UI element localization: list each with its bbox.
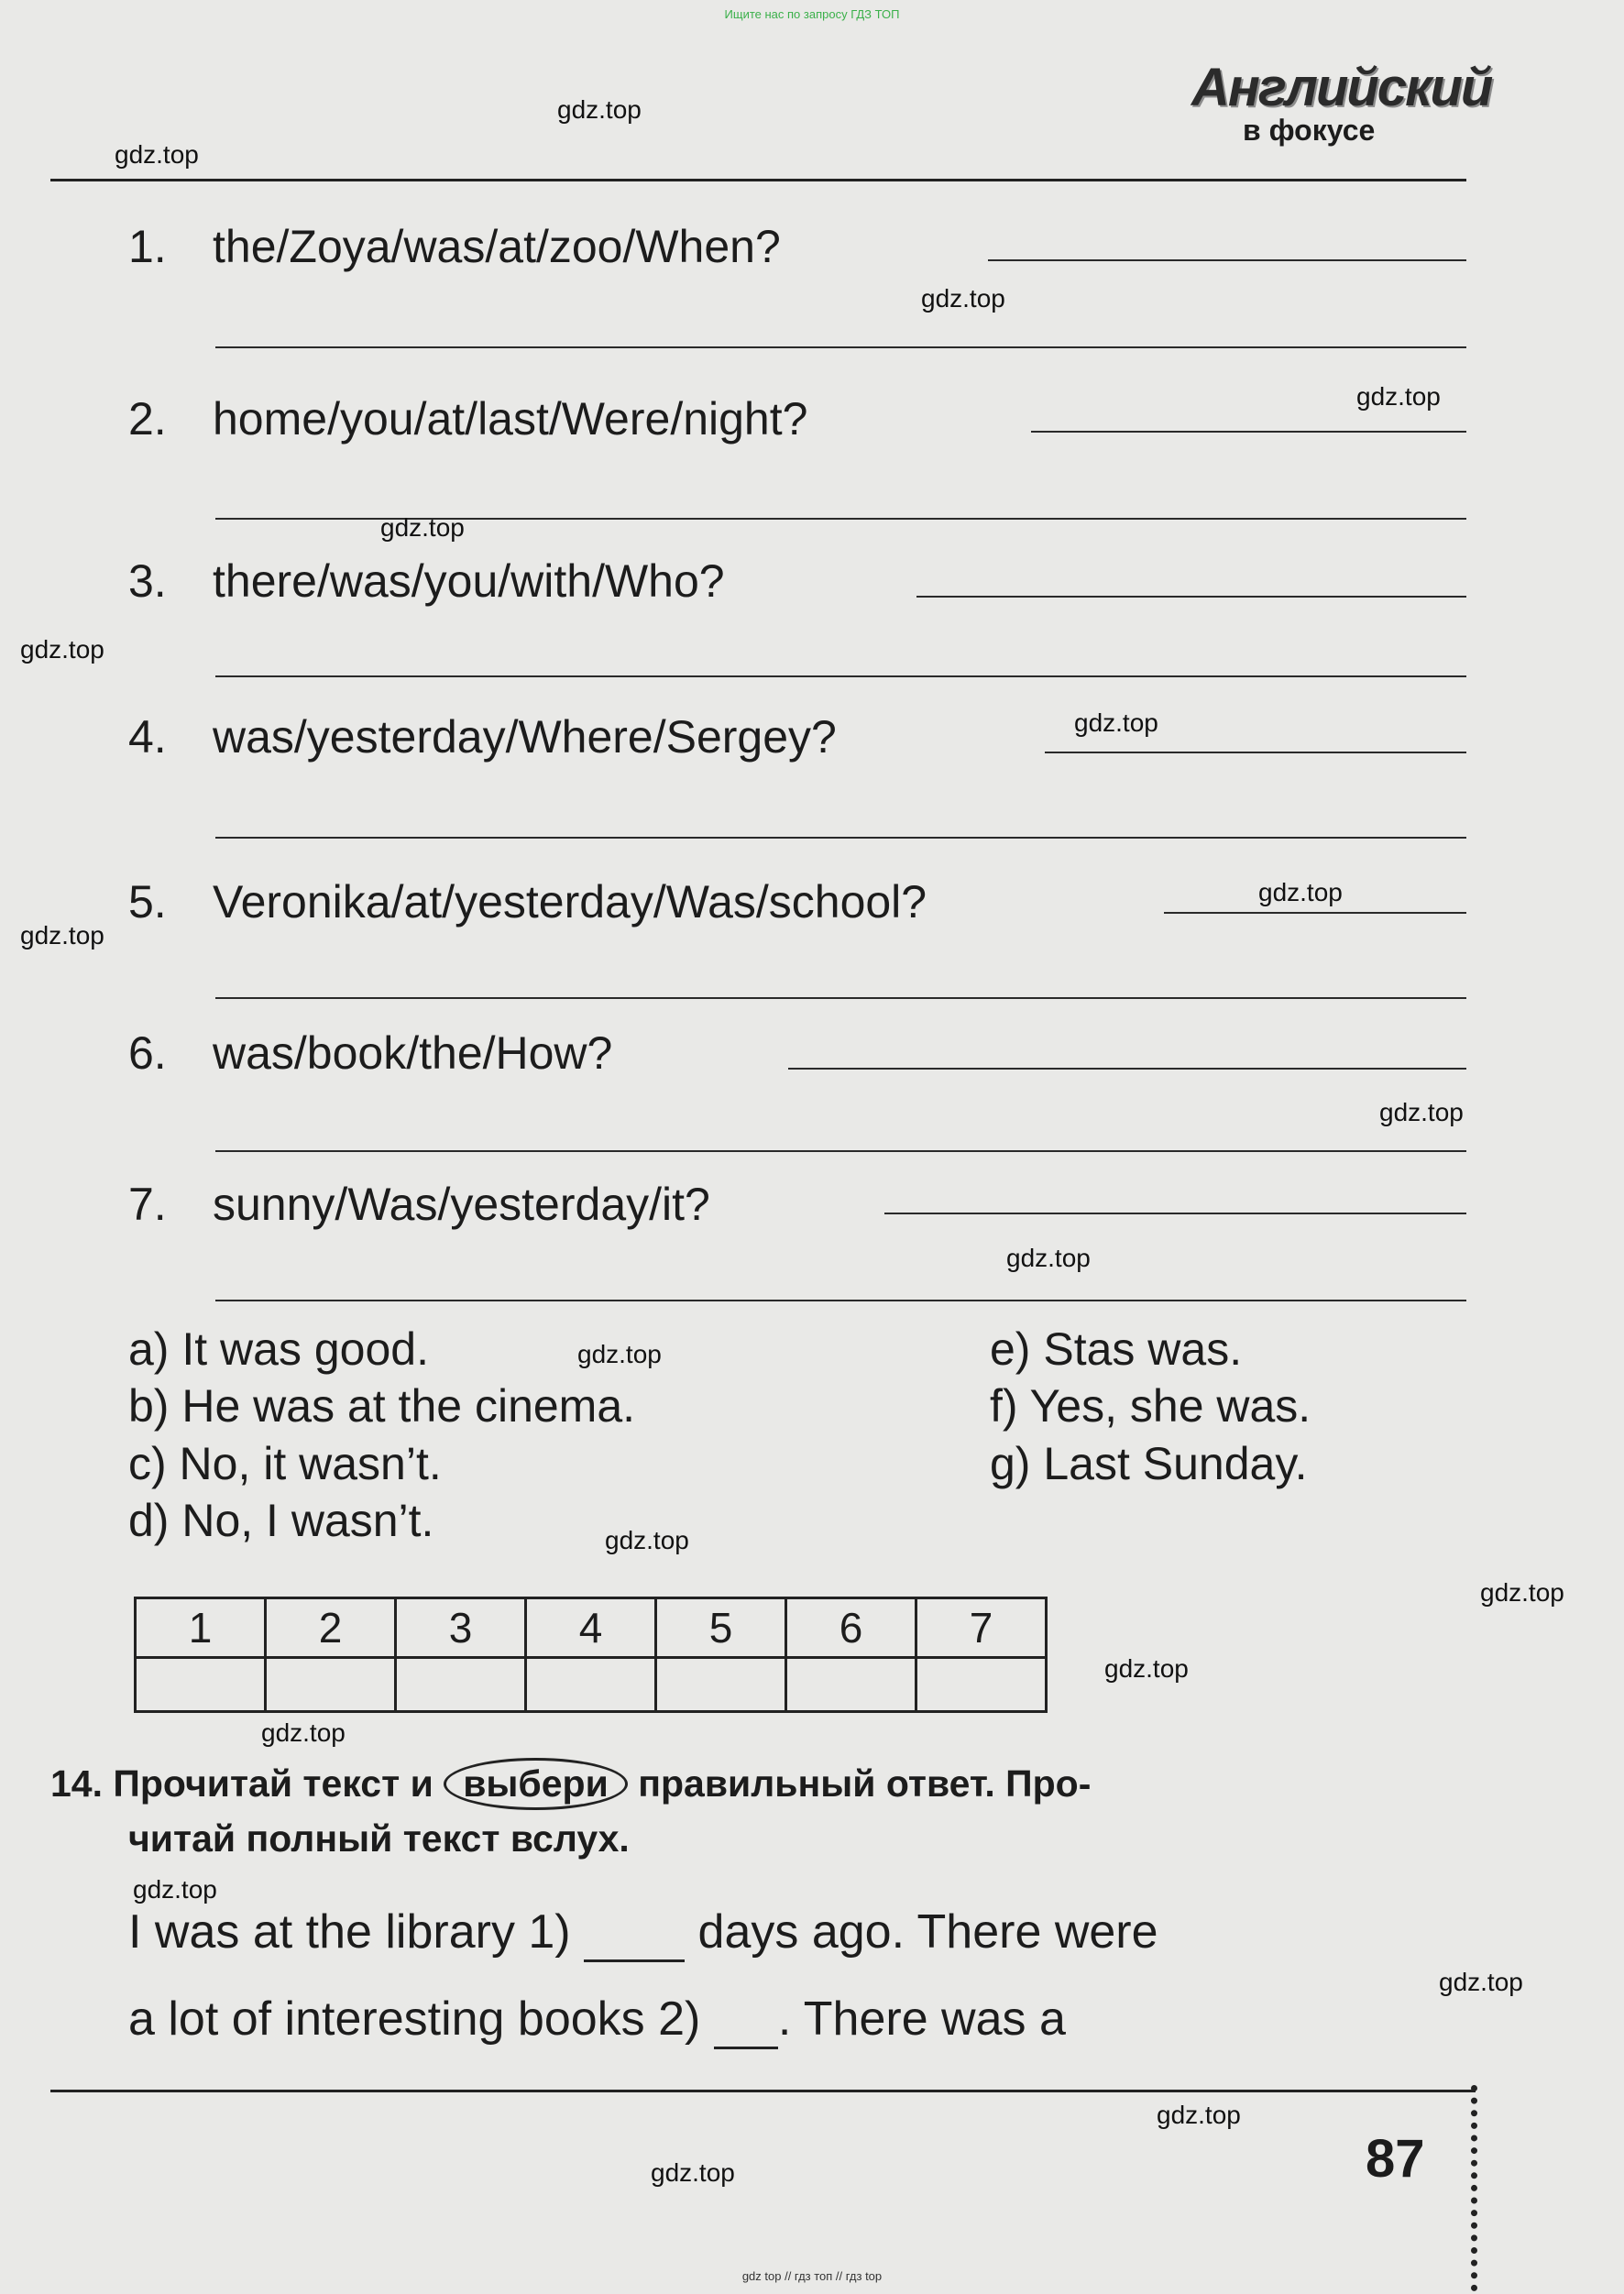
top-banner[interactable]: Ищите нас по запросу ГДЗ ТОП [724,7,900,21]
question-number: 4. [128,711,167,763]
answer-line[interactable] [1031,431,1466,433]
grid-answer-row [136,1658,1047,1712]
task-14-title-line2: читай полный текст вслух. [128,1817,630,1860]
answer-line[interactable] [215,1150,1466,1152]
answer-line[interactable] [215,837,1466,839]
grid-header-cell: 6 [786,1598,916,1658]
question-number: 1. [128,221,167,272]
answer-line[interactable] [215,1300,1466,1301]
question-number: 6. [128,1027,167,1079]
answer-option-b: b) He was at the cinema. [128,1380,636,1432]
header-rule [50,179,1466,181]
watermark: gdz.top [1157,2101,1241,2129]
answer-line[interactable] [215,346,1466,348]
text-fragment: days ago. There were [697,1905,1158,1959]
grid-answer-cell[interactable] [656,1658,786,1712]
watermark: gdz.top [577,1340,662,1368]
answer-line[interactable] [1045,752,1466,753]
footer-rule [50,2090,1476,2092]
logo-subtitle: в фокусе [1243,114,1376,147]
grid-answer-cell[interactable] [526,1658,656,1712]
answer-line[interactable] [215,675,1466,677]
text-fragment: I was at the library 1) [128,1905,571,1959]
answer-option-e: e) Stas was. [990,1323,1243,1375]
text-fragment: a lot of interesting books 2) [128,1992,701,2046]
question-number: 5. [128,876,167,927]
text-fragment: . There was a [777,1992,1066,2046]
grid-answer-cell[interactable] [396,1658,526,1712]
watermark: gdz.top [1104,1654,1189,1683]
page-edge-dots [1471,2085,1488,2291]
question-text: there/was/you/with/Who? [213,555,725,607]
answer-option-c: c) No, it wasn’t. [128,1438,442,1489]
answer-line[interactable] [788,1068,1466,1070]
blank-1[interactable] [584,1904,685,1962]
question-text: was/yesterday/Where/Sergey? [213,711,837,763]
circled-word: выбери [444,1758,628,1810]
grid-header-cell: 2 [266,1598,396,1658]
grid-header-cell: 4 [526,1598,656,1658]
answer-line[interactable] [988,259,1466,261]
page-number: 87 [1366,2129,1425,2189]
watermark: gdz.top [1439,1968,1523,1996]
matching-grid [134,1597,1048,1713]
question-number: 3. [128,555,167,607]
logo-title: Английский [1191,58,1492,117]
task-title-end: правильный ответ. Про- [638,1762,1092,1805]
question-text: was/book/the/How? [213,1027,613,1079]
grid-header-cell: 7 [916,1598,1047,1658]
watermark: gdz.top [605,1526,689,1554]
question-text: sunny/Was/yesterday/it? [213,1179,710,1230]
question-text: the/Zoya/was/at/zoo/When? [213,221,781,272]
bottom-banner[interactable]: gdz top // гдз топ // гдз top [741,2269,883,2283]
watermark: gdz.top [20,921,104,949]
answer-option-f: f) Yes, she was. [990,1380,1311,1432]
watermark: gdz.top [1258,878,1343,906]
grid-header-cell: 5 [656,1598,786,1658]
watermark: gdz.top [1379,1098,1464,1126]
question-text: home/you/at/last/Were/night? [213,393,808,445]
answer-line[interactable] [1164,912,1466,914]
watermark: gdz.top [380,513,465,542]
watermark: gdz.top [557,95,642,124]
question-number: 7. [128,1179,167,1230]
watermark: gdz.top [261,1718,346,1747]
answer-option-g: g) Last Sunday. [990,1438,1308,1489]
grid-header-cell: 3 [396,1598,526,1658]
watermark: gdz.top [133,1875,217,1904]
watermark: gdz.top [115,140,199,169]
watermark: gdz.top [651,2158,735,2187]
watermark: gdz.top [1074,708,1158,737]
question-number: 2. [128,393,167,445]
text-line-2 [128,1992,1066,2049]
grid-answer-cell[interactable] [786,1658,916,1712]
task-title-start: Прочитай текст и [113,1762,433,1805]
task-14-title [50,1758,1091,1810]
watermark: gdz.top [1480,1578,1564,1607]
grid-answer-cell[interactable] [266,1658,396,1712]
answer-option-d: d) No, I wasn’t. [128,1495,434,1546]
watermark: gdz.top [1356,382,1441,411]
answer-line[interactable] [215,997,1466,999]
watermark: gdz.top [1006,1244,1091,1272]
grid-answer-cell[interactable] [916,1658,1047,1712]
answer-option-a: a) It was good. [128,1323,429,1375]
answer-line[interactable] [884,1213,1466,1214]
text-line-1 [128,1904,1158,1962]
logo [1191,57,1492,158]
answer-line[interactable] [916,596,1466,598]
grid-header-row [136,1598,1047,1658]
blank-2[interactable] [714,1992,778,2049]
watermark: gdz.top [921,284,1005,313]
grid-answer-cell[interactable] [136,1658,266,1712]
grid-header-cell: 1 [136,1598,266,1658]
question-text: Veronika/at/yesterday/Was/school? [213,876,927,927]
task-number: 14. [50,1762,103,1805]
watermark: gdz.top [20,635,104,664]
